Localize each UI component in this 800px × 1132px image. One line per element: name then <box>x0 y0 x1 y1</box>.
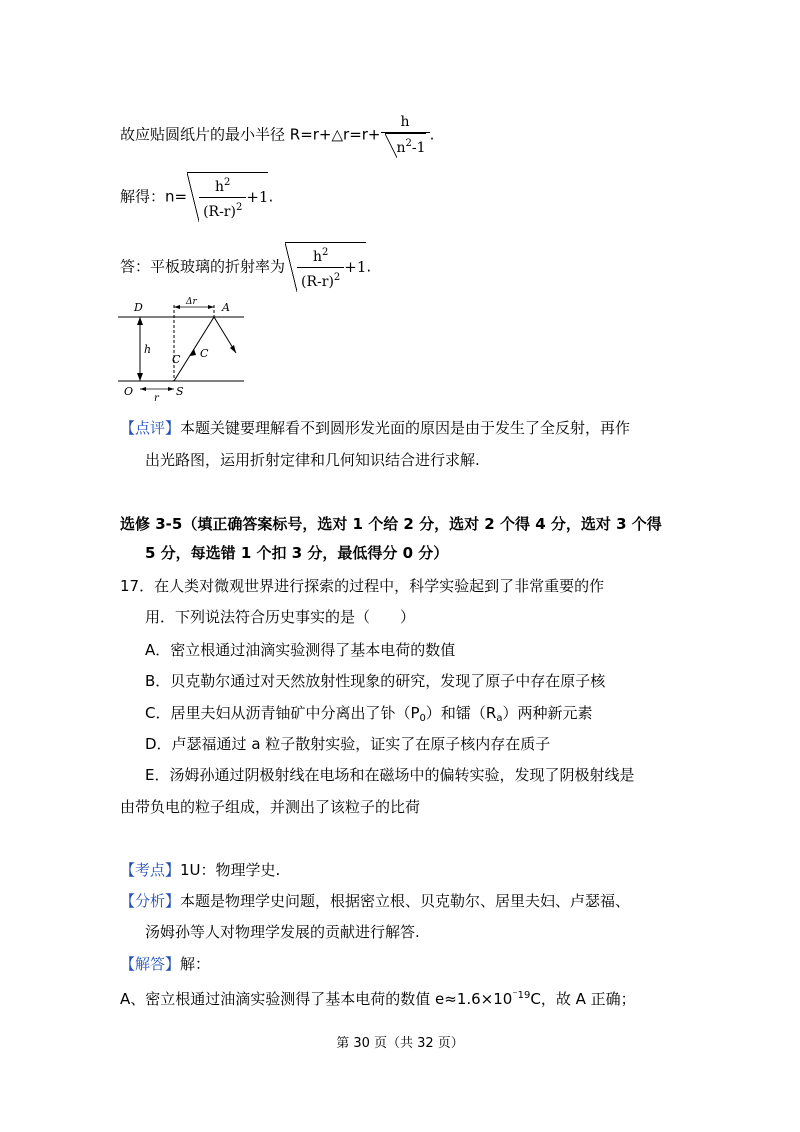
option-b: B．贝克勒尔通过对天然放射性现象的研究，发现了原子中存在原子核 <box>145 672 606 690</box>
label-dr: Δr <box>186 297 197 307</box>
formula-line-2: 解得：n= $\frac{h^2}{(R-r)^2}$ +1. <box>120 172 273 222</box>
kaodian-line: 【考点】1U：物理学史. <box>120 861 281 879</box>
comment-line-1: 【点评】本题关键要理解看不到圆形发光面的原因是由于发生了全反射，再作 <box>120 419 631 437</box>
page-footer: 第 30 页（共 32 页） <box>336 1036 464 1051</box>
option-e-2: 由带负电的粒子组成，并测出了该粒子的比荷 <box>120 798 421 816</box>
formula-3-prefix: 答：平板玻璃的折射率为 <box>120 257 286 276</box>
formula-1-suffix: . <box>429 125 435 144</box>
section-header-1: 选修 3-5（填正确答案标号，选对 1 个给 2 分，选对 2 个得 4 分，选对 3 个得 <box>120 515 662 533</box>
comment-tag: 【点评】 <box>120 419 181 437</box>
question-line-1: 17．在人类对微观世界进行探索的过程中，科学实验起到了非常重要的作 <box>120 577 605 595</box>
label-h: h <box>144 343 152 356</box>
answer-a-line: A、密立根通过油滴实验测得了基本电荷的数值 $e\approx 1.6\times 10^{^-19}C$，故 A 正确； <box>120 990 636 1008</box>
formula-1-prefix: 故应贴圆纸片的最小半径 R=r+△r=r+ <box>120 125 381 144</box>
formula-1-numerator: h <box>400 114 410 130</box>
label-r: r <box>154 393 159 404</box>
label-A: A <box>222 301 230 314</box>
formula-3-sqrt: $\frac{h^2}{(R-r)^2}$ +1 <box>285 242 366 292</box>
kaodian-tag: 【考点】 <box>120 861 181 879</box>
option-d: D．卢瑟福通过 a 粒子散射实验，证实了在原子核内存在质子 <box>145 735 551 753</box>
label-C1: C <box>172 353 181 366</box>
label-O: O <box>124 385 134 398</box>
optics-diagram <box>118 295 258 405</box>
formula-2-prefix: 解得：n= <box>120 187 188 206</box>
option-c: C．居里夫妇从沥青铀矿中分离出了钋$(P_0)$和镭$(R_a)$两种新元素 <box>145 704 593 724</box>
formula-line-1 <box>120 112 434 158</box>
option-e-1: E．汤姆孙通过阴极射线在电场和在磁场中的偏转实验，发现了阴极射线是 <box>145 766 635 784</box>
section-header-2: 5 分，每选错 1 个扣 3 分，最低得分 0 分） <box>145 544 449 562</box>
label-S: S <box>176 385 184 398</box>
jieda-line: 【解答】解： <box>120 955 211 973</box>
fenxi-line-1: 【分析】本题是物理学史问题，根据密立根、贝克勒尔、居里夫妇、卢瑟福、 <box>120 892 631 910</box>
formula-line-3: 答：平板玻璃的折射率为 $\frac{h^2}{(R-r)^2}$ +1. <box>120 242 371 292</box>
question-line-2: 用．下列说法符合历史事实的是（ ） <box>145 608 416 626</box>
label-D: D <box>134 301 143 314</box>
option-a: A．密立根通过油滴实验测得了基本电荷的数值 <box>145 641 456 659</box>
label-C2: C <box>200 347 209 360</box>
formula-2-sqrt: $\frac{h^2}{(R-r)^2}$ +1 <box>187 172 268 222</box>
jieda-tag: 【解答】 <box>120 955 181 973</box>
formula-1-sqrt: $n^2-1$ <box>385 133 426 158</box>
fenxi-line-2: 汤姆孙等人对物理学发展的贡献进行解答. <box>145 923 420 941</box>
comment-line-2: 出光路图，运用折射定律和几何知识结合进行求解. <box>145 451 480 469</box>
formula-1-fraction <box>381 112 430 158</box>
fenxi-tag: 【分析】 <box>120 892 181 910</box>
